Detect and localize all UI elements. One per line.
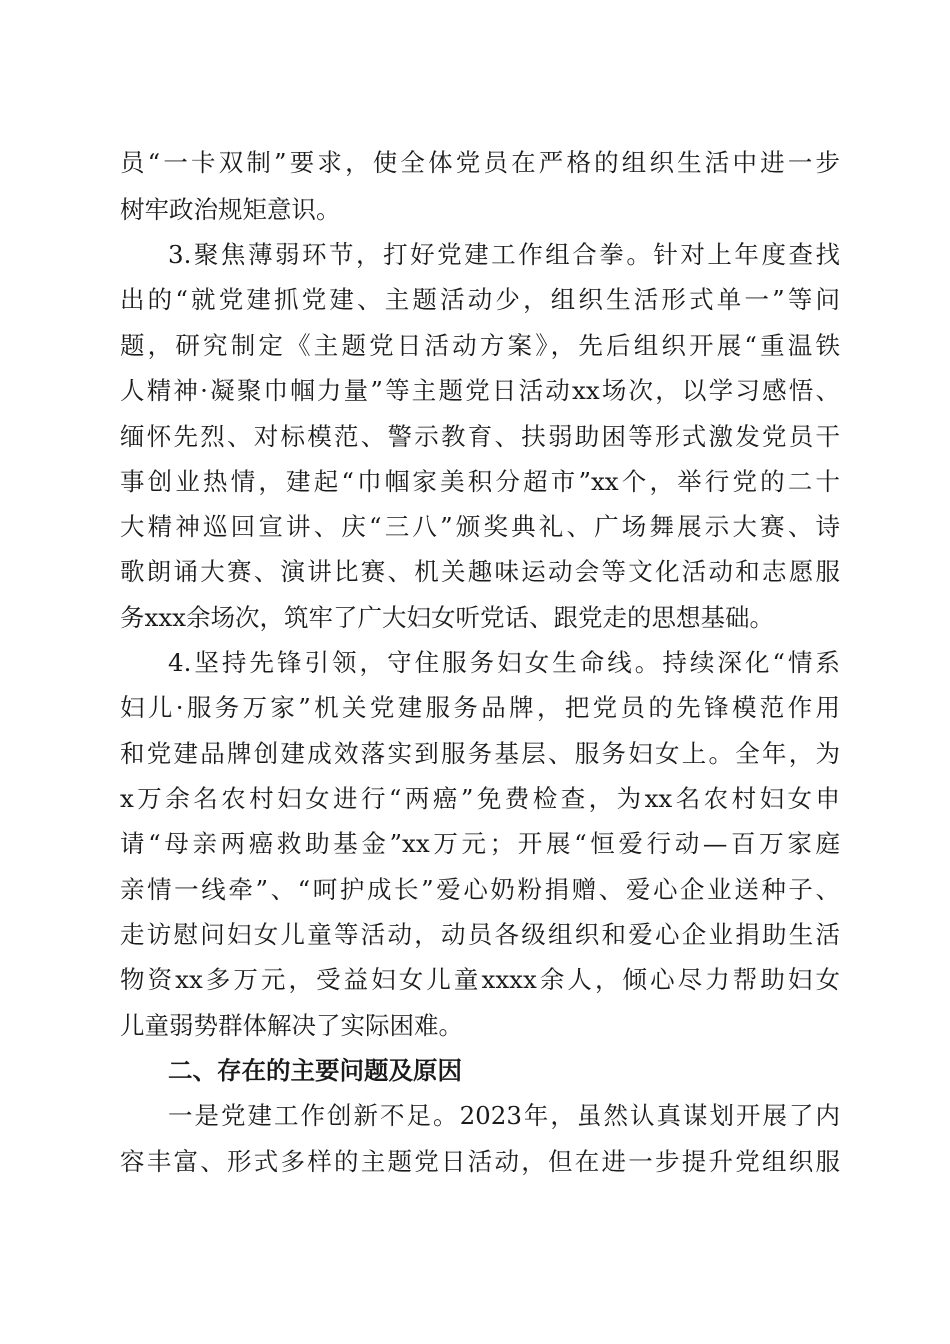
text-line: 缅怀先烈、对标模范、警示教育、扶弱助困等形式激发党员干 xyxy=(120,422,840,451)
text-line: 儿童弱势群体解决了实际困难。 xyxy=(120,1011,463,1040)
text-line: 题，研究制定《主题党日活动方案》，先后组织开展“重温铁 xyxy=(120,331,840,360)
text-line: 大精神巡回宣讲、庆“三八”颁奖典礼、广场舞展示大赛、诗 xyxy=(120,512,840,541)
text-line: 人精神·凝聚巾帼力量”等主题党日活动xx场次，以学习感悟、 xyxy=(120,376,840,405)
text-line: 事创业热情，建起“巾帼家美积分超市”xx个，举行党的二十 xyxy=(120,467,840,496)
text-line: 3.聚焦薄弱环节，打好党建工作组合拳。针对上年度查找 xyxy=(168,240,840,269)
text-line: 一是党建工作创新不足。2023年，虽然认真谋划开展了内 xyxy=(168,1101,840,1130)
text-line: 亲情一线牵”、“呵护成长”爱心奶粉捐赠、爱心企业送种子、 xyxy=(120,875,840,904)
text-line: 物资xx多万元，受益妇女儿童xxxx余人，倾心尽力帮助妇女 xyxy=(120,965,840,994)
text-line: 走访慰问妇女儿童等活动，动员各级组织和爱心企业捐助生活 xyxy=(120,920,840,949)
text-line: 容丰富、形式多样的主题党日活动，但在进一步提升党组织服 xyxy=(120,1147,840,1176)
text-line: 出的“就党建抓党建、主题活动少，组织生活形式单一”等问 xyxy=(120,285,840,314)
text-line: 务xxx余场次，筑牢了广大妇女听党话、跟党走的思想基础。 xyxy=(120,603,774,632)
text-line: 请“母亲两癌救助基金”xx万元；开展“恒爱行动—百万家庭 xyxy=(120,829,840,858)
section-heading: 二、存在的主要问题及原因 xyxy=(168,1056,462,1085)
text-line: 妇儿·服务万家”机关党建服务品牌，把党员的先锋模范作用 xyxy=(120,693,840,722)
text-line: x万余名农村妇女进行“两癌”免费检查，为xx名农村妇女申 xyxy=(120,784,840,813)
text-line: 和党建品牌创建成效落实到服务基层、服务妇女上。全年，为 xyxy=(120,739,840,768)
text-line: 4.坚持先锋引领，守住服务妇女生命线。持续深化“情系 xyxy=(168,648,840,677)
text-line: 树牢政治规矩意识。 xyxy=(120,195,341,224)
text-line: 员“一卡双制”要求，使全体党员在严格的组织生活中进一步 xyxy=(120,148,840,177)
text-line: 歌朗诵大赛、演讲比赛、机关趣味运动会等文化活动和志愿服 xyxy=(120,557,840,586)
